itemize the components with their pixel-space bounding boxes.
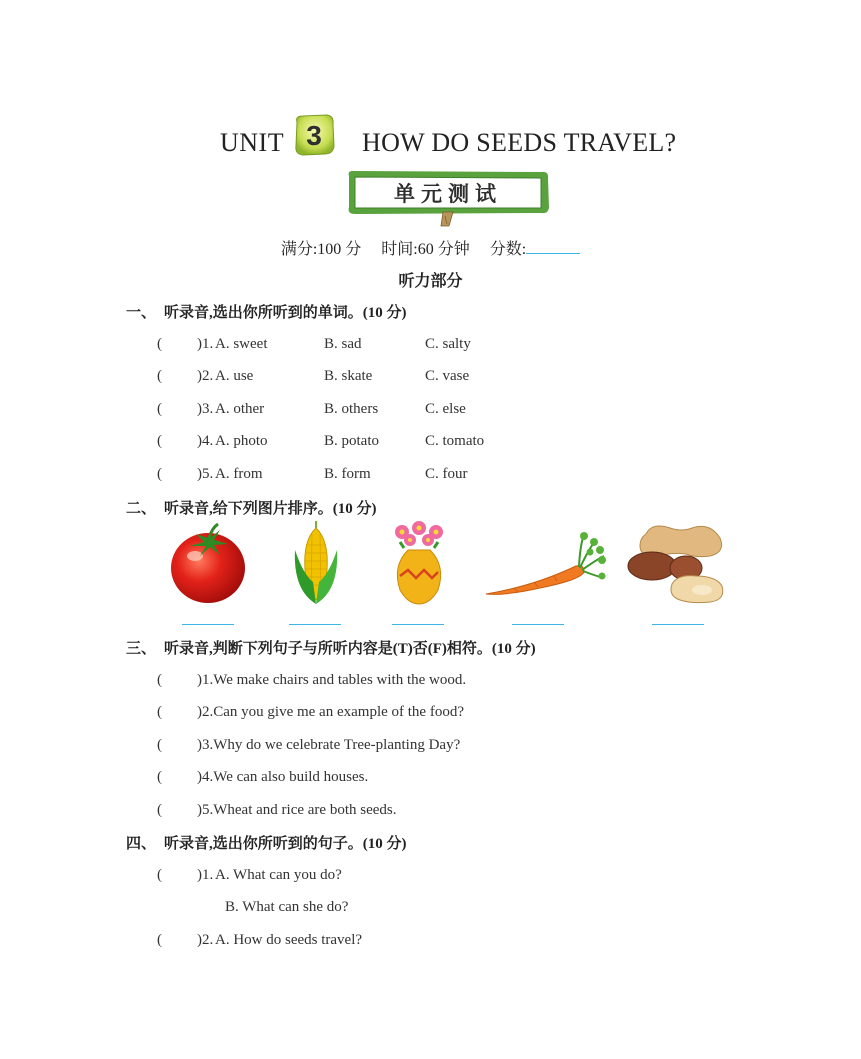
section-4-title: 四、 听录音,选出你所听到的句子。(10 分) [126, 836, 407, 852]
answer-line[interactable] [512, 624, 564, 626]
answer-blank[interactable] [157, 672, 202, 689]
flower-vase-image [388, 520, 450, 606]
answer-blank[interactable] [157, 433, 202, 450]
score-field[interactable] [490, 241, 580, 258]
answer-blank[interactable] [157, 704, 202, 721]
score-label: 分数: [489, 241, 527, 258]
unit-title: HOW DO SEEDS TRAVEL? [362, 128, 677, 157]
answer-line[interactable] [652, 624, 704, 626]
banner-text: 单元测试 [394, 182, 502, 206]
answer-blank[interactable] [157, 368, 202, 385]
answer-line[interactable] [182, 624, 234, 626]
unit-test-banner [345, 168, 551, 230]
section-2-title: 二、 听录音,给下列图片排序。(10 分) [126, 501, 377, 517]
answer-blank[interactable] [157, 466, 202, 483]
answer-blank[interactable] [157, 769, 202, 786]
corn-image [289, 520, 343, 606]
section-3-title: 三、 听录音,判断下列句子与所听内容是(T)否(F)相符。(10 分) [126, 641, 536, 657]
answer-blank[interactable] [157, 867, 202, 884]
answer-line[interactable] [289, 624, 341, 626]
score-line [0, 236, 861, 259]
answer-blank[interactable] [157, 737, 202, 754]
unit-number-badge [291, 112, 337, 158]
answer-blank[interactable] [157, 401, 202, 418]
answer-blank[interactable] [157, 802, 202, 819]
unit-number: 3 [306, 120, 322, 151]
part-title: 听力部分 [398, 273, 463, 290]
full-score: 满分:100 分 [280, 241, 362, 258]
time-limit: 时间:60 分钟 [381, 241, 470, 258]
answer-blank[interactable] [157, 336, 202, 353]
carrot-image [484, 520, 606, 606]
title-row [0, 108, 861, 168]
peanuts-image [626, 520, 728, 606]
tomato-image [168, 520, 248, 606]
score-blank[interactable] [526, 239, 580, 254]
answer-blank[interactable] [157, 932, 202, 949]
section-1-title: 一、 听录音,选出你所听到的单词。(10 分) [126, 305, 407, 321]
answer-line[interactable] [392, 624, 444, 626]
unit-word: UNIT [220, 128, 285, 157]
